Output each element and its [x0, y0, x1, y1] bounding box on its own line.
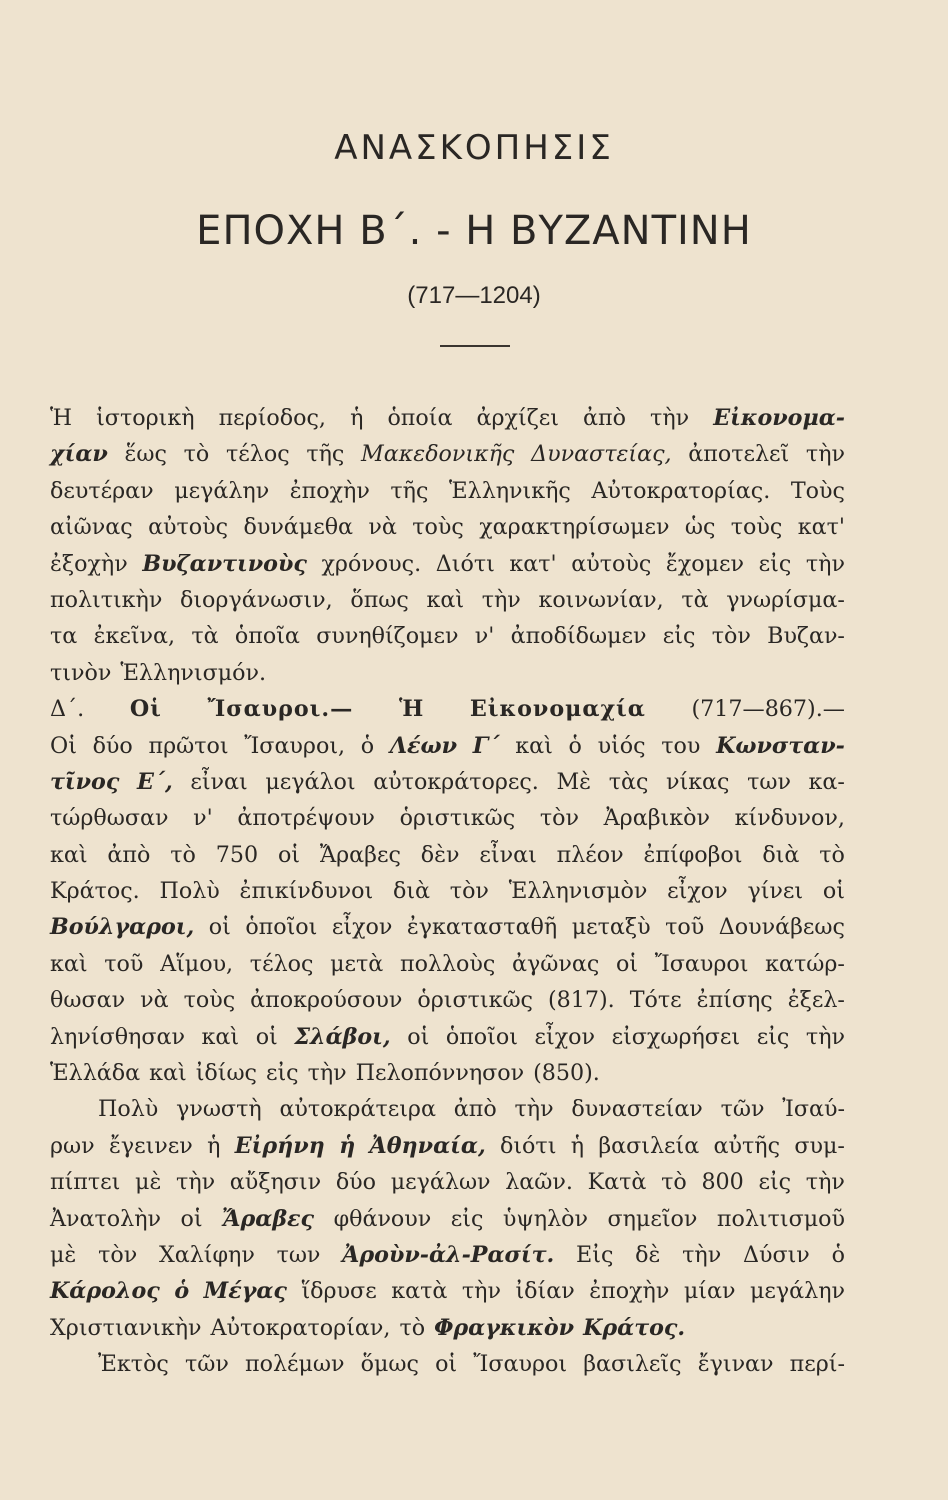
word: τῖνος — [50, 768, 120, 795]
text-line — [50, 1201, 845, 1237]
word: τῆς — [306, 441, 345, 468]
word: Εἰκονομα- — [713, 405, 845, 431]
word: εἶναι — [190, 768, 248, 795]
word: τὸ — [183, 441, 210, 468]
word: ὑψηλὸν — [502, 1205, 588, 1232]
word: Δύσιν — [742, 1241, 810, 1268]
word: εἶχον — [534, 1023, 595, 1050]
text-line — [50, 728, 845, 764]
word: κατὰ — [391, 1278, 448, 1305]
text-line — [50, 1128, 845, 1164]
word: ἐκεῖνα, — [93, 623, 176, 650]
word: ἔγεινεν — [108, 1132, 193, 1159]
word: εἰς — [756, 1023, 790, 1050]
word: ἰδίως — [195, 1060, 257, 1087]
word: Ἄραβες — [319, 841, 401, 868]
word: καὶ — [50, 841, 88, 868]
word: ὡς — [684, 514, 716, 541]
word: Μακεδονικῆς — [361, 441, 515, 468]
word: πολιτικὴν — [50, 586, 163, 613]
word: συνηθίζομεν — [316, 623, 459, 650]
word: τὸ — [170, 841, 196, 868]
chapter-dates: (717—1204) — [407, 282, 541, 309]
word: ἕως — [124, 441, 167, 468]
word: ἐξελ- — [787, 987, 845, 1014]
word: εἰς — [265, 1060, 299, 1087]
word: Γ΄ — [472, 732, 500, 759]
word: φθάνουν — [333, 1205, 432, 1232]
word: ἐπίσης — [696, 987, 773, 1014]
page-heading: ΑΝΑΣΚΟΠΗΣΙΣ — [334, 128, 614, 168]
word: αὐτῆς — [713, 1132, 780, 1159]
word: (817). — [547, 987, 615, 1014]
word: ἐγκατασταθῆ — [406, 914, 558, 941]
word: τὴν — [307, 1060, 347, 1087]
text-line — [50, 618, 845, 654]
text-line — [50, 1310, 845, 1346]
text-line — [50, 800, 845, 836]
word: κατώρ- — [765, 950, 845, 977]
word: τὴν — [805, 441, 845, 468]
word: Αὐτοκρατορίαν, — [210, 1314, 391, 1341]
word: ὁ — [831, 1241, 845, 1268]
word: πίπτει — [50, 1169, 121, 1196]
word: τὴν — [805, 550, 845, 577]
word: μεγάλην — [174, 477, 270, 504]
word: ὁ — [360, 732, 375, 759]
word: ἐπίφοβοι — [643, 841, 743, 868]
text-line — [50, 1273, 845, 1309]
word: μὲ — [50, 1241, 77, 1268]
word: εἰς — [758, 1169, 792, 1196]
word: Ἄραβες — [222, 1205, 315, 1232]
word: κα- — [808, 768, 845, 795]
word: (717—867).— — [691, 696, 845, 723]
word: οἱ — [277, 841, 300, 868]
word: πολιτισμοῦ — [716, 1205, 845, 1232]
word: αὐτοὺς — [571, 550, 652, 577]
word: νίκας — [666, 768, 730, 795]
word: δευτέραν — [50, 477, 154, 504]
word: καὶ — [149, 1060, 187, 1087]
text-line — [50, 909, 845, 945]
word: τὴν — [514, 1096, 554, 1123]
word: Ἴσαυροι — [473, 1351, 568, 1378]
word: ἡ — [207, 1132, 221, 1159]
chapter-title: ΕΠΟΧΗ Β΄. - Η ΒΥΖΑΝΤΙΝΗ — [196, 208, 752, 254]
text-line — [50, 1019, 845, 1055]
word: ὁ — [568, 732, 582, 759]
word: ὁποῖοι — [445, 1023, 518, 1050]
word: 800 — [701, 1169, 744, 1196]
word: ἀποτελεῖ — [688, 441, 790, 468]
text-line — [50, 1164, 845, 1200]
text-line — [50, 582, 845, 618]
word: χρόνους. — [321, 550, 422, 577]
word: Δ΄. — [50, 696, 85, 723]
word: ἡ — [570, 1132, 584, 1159]
word: Ἀθηναία, — [369, 1132, 486, 1159]
word: πολέμων — [245, 1351, 345, 1378]
word: (850). — [533, 1060, 600, 1087]
word: δὲν — [420, 841, 460, 868]
word: Ἴσαυροι.— — [207, 696, 354, 723]
word: Ἀραβικὸν — [603, 805, 710, 832]
word: τὴν — [461, 1278, 501, 1305]
word: ληνίσθησαν — [50, 1023, 185, 1050]
text-line — [50, 473, 845, 509]
text-line — [50, 546, 845, 582]
text-line — [50, 982, 845, 1018]
word: συμ- — [794, 1132, 845, 1159]
word: ὁ — [174, 1278, 190, 1305]
word: τὸ — [661, 1169, 687, 1196]
word: γνωστὴ — [176, 1096, 262, 1123]
word: ἔγιναν — [697, 1351, 774, 1378]
word: ἀποτρέψουν — [237, 805, 375, 832]
word: Μέγας — [203, 1278, 287, 1305]
word: των — [747, 768, 791, 795]
word: εἰς — [662, 623, 696, 650]
word: ἀπὸ — [583, 405, 626, 431]
word: Λέων — [389, 732, 458, 759]
word: ὁποῖοι — [245, 914, 318, 941]
word: καὶ — [201, 1023, 240, 1050]
word: ν' — [193, 805, 213, 832]
word: κίνδυνον, — [734, 805, 845, 832]
word: ρων — [50, 1132, 95, 1159]
word: γίνει — [747, 878, 804, 905]
word: αὐτοκράτορες. — [373, 768, 539, 795]
word: χαρακτηρίσωμεν — [479, 514, 670, 541]
word: τοὺς — [412, 514, 464, 541]
word: ἀπὸ — [107, 841, 151, 868]
word: Σλάβοι, — [294, 1023, 391, 1050]
word: τὰ — [681, 586, 709, 613]
word: τώρθωσαν — [50, 805, 169, 832]
word: Ἑλλάδα — [50, 1060, 141, 1087]
word: τὴν — [805, 1023, 845, 1050]
word: αὐτοκράτειρα — [279, 1096, 436, 1123]
word: οἱ — [255, 1023, 278, 1050]
word: Ἡ — [50, 405, 73, 431]
word: Βυζαν- — [767, 623, 845, 650]
word: Ἴσαυροι — [654, 950, 749, 977]
text-line — [50, 1091, 845, 1127]
word: μεταξὺ — [571, 914, 651, 941]
word: τέλος — [226, 441, 290, 468]
word: Ε΄, — [136, 768, 173, 795]
word: γνωρίσμα- — [726, 586, 845, 613]
word: Δυναστείας, — [531, 441, 672, 468]
word: βασιλεῖς — [583, 1351, 682, 1378]
word: Ἐκτὸς — [98, 1351, 169, 1378]
word: καὶ — [426, 586, 465, 613]
word: τὸν — [449, 878, 489, 905]
word: δυνάμεθα — [243, 514, 354, 541]
word: ἀγῶνας — [512, 950, 600, 977]
word: Κράτος. — [50, 878, 140, 905]
word: Τότε — [629, 987, 682, 1014]
word: οἱ — [208, 914, 231, 941]
word: δύο — [92, 732, 133, 759]
word: πολλοὺς — [399, 950, 496, 977]
word: Ἀνατολὴν — [50, 1205, 161, 1232]
word: Δουνάβεως — [718, 914, 845, 941]
word: Φραγκικὸν — [434, 1314, 575, 1341]
word: Εἰς — [576, 1241, 614, 1268]
word: Τοὺς — [790, 477, 845, 504]
word: ὁριστικῶς — [417, 987, 533, 1014]
word: οἱ — [822, 878, 845, 905]
word: ἀπὸ — [453, 1096, 497, 1123]
text-line — [50, 655, 845, 691]
word: Διότι — [435, 550, 495, 577]
word: τέλος — [249, 950, 314, 977]
word: Βούλγαροι, — [50, 914, 195, 941]
word: Κατὰ — [587, 1169, 647, 1196]
text-line — [50, 400, 845, 436]
word: λαῶν. — [505, 1169, 573, 1196]
word: κατ' — [509, 550, 557, 577]
word: δὲ — [635, 1241, 661, 1268]
word: εἶχον — [667, 878, 728, 905]
word: μεγάλοι — [265, 768, 356, 795]
text-line — [50, 1346, 845, 1382]
word: Κράτος. — [583, 1314, 686, 1341]
word: ἀποκρούσουν — [250, 987, 403, 1014]
word: 750 — [215, 841, 259, 868]
word: των — [276, 1241, 321, 1268]
word: Αἵμου, — [160, 950, 234, 977]
word: τοὺς — [730, 514, 783, 541]
word: εἶχον — [331, 914, 393, 941]
text-line — [50, 436, 845, 472]
word: τὴν — [176, 1169, 216, 1196]
word: κοινωνίαν, — [538, 586, 664, 613]
word: τὰς — [608, 768, 649, 795]
word: τὴν — [805, 1169, 845, 1196]
word: ἀποδίδωμεν — [510, 623, 647, 650]
word: Αὐτοκρατορίας. — [591, 477, 771, 504]
word: μεγάλων — [390, 1169, 491, 1196]
word: Ἑλληνικῆς — [448, 477, 571, 504]
word: τινὸν — [50, 659, 112, 686]
word: θωσαν — [50, 987, 126, 1014]
word: μίαν — [683, 1278, 736, 1305]
word: τὴν — [682, 1241, 722, 1268]
text-line — [50, 509, 845, 545]
word: Χαλίφην — [158, 1241, 255, 1268]
word: ἀρχίζει — [476, 405, 559, 431]
word: μετὰ — [330, 950, 384, 977]
text-line — [50, 873, 845, 909]
word: διότι — [500, 1132, 557, 1159]
word: διὰ — [762, 841, 800, 868]
word: τὴν — [650, 405, 690, 431]
word: ὁριστικῶς — [399, 805, 516, 832]
word: Χριστιανικὴν — [50, 1314, 202, 1341]
word: Ἑλληνισμὸν — [508, 878, 648, 905]
word: οἱ — [435, 1351, 458, 1378]
word: μὲ — [135, 1169, 162, 1196]
word: διὰ — [392, 878, 431, 905]
word: τῆς — [390, 477, 429, 504]
word: ἡ — [339, 1132, 356, 1159]
word: Πολὺ — [98, 1096, 159, 1123]
word: τοὺς — [183, 987, 236, 1014]
word: οἱ — [615, 950, 638, 977]
word: Ἡ — [398, 696, 425, 723]
word: ἐποχὴν — [589, 1278, 670, 1305]
text-line — [50, 946, 845, 982]
word: Πελοπόννησον — [355, 1060, 525, 1087]
word: καὶ — [515, 732, 553, 759]
word: αἰῶνας — [50, 514, 133, 541]
word: του — [661, 732, 701, 759]
word: τοῦ — [104, 950, 144, 977]
word: Μὲ — [556, 768, 592, 795]
text-line — [50, 1237, 845, 1273]
word: οἱ — [407, 1023, 430, 1050]
word: Πολὺ — [159, 878, 220, 905]
divider — [440, 345, 510, 347]
word: νὰ — [140, 987, 169, 1014]
word: τὸν — [539, 805, 579, 832]
word: τὸ — [819, 841, 845, 868]
word: Οἱ — [129, 696, 162, 723]
word: δύο — [335, 1169, 377, 1196]
word: ν' — [474, 623, 495, 650]
text-line — [50, 764, 845, 800]
word: εἶναι — [479, 841, 537, 868]
word: τὸ — [399, 1314, 426, 1341]
word: ἱστορικὴ — [96, 405, 195, 431]
word: Ἴσαυροι, — [244, 732, 346, 759]
word: ἡ — [350, 405, 364, 431]
word: νὰ — [368, 514, 397, 541]
word: εἰσχωρήσει — [611, 1023, 741, 1050]
word: ὅμως — [360, 1351, 419, 1378]
word: τὰ — [191, 623, 219, 650]
word: ὁποία — [387, 405, 453, 431]
word: Οἱ — [50, 732, 77, 759]
word: πλέον — [556, 841, 624, 868]
word: κατ' — [797, 514, 845, 541]
word: βασιλεία — [598, 1132, 700, 1159]
word: Ἀροὺν-ἀλ-Ρασίτ. — [342, 1241, 555, 1268]
word: ἐξοχὴν — [50, 550, 128, 577]
word: Βυζαντινοὺς — [142, 550, 307, 577]
word: ὅπως — [350, 586, 409, 613]
word: υἱός — [597, 732, 646, 759]
word: πρῶτοι — [148, 732, 229, 759]
word: Ἰσαύ- — [782, 1096, 845, 1123]
word: τῶν — [720, 1096, 765, 1123]
word: αὐτοὺς — [148, 514, 229, 541]
word: Κάρολος — [50, 1278, 160, 1305]
word: περί- — [789, 1351, 845, 1378]
word: αὔξησιν — [229, 1169, 322, 1196]
word: Κωνσταν- — [716, 732, 845, 759]
word: τὸν — [98, 1241, 138, 1268]
word: τοῦ — [665, 914, 705, 941]
word: ἵδρυσε — [301, 1278, 377, 1305]
text-line — [50, 691, 845, 727]
text-line — [50, 837, 845, 873]
word: Εἰρήνη — [234, 1132, 325, 1159]
word: διοργάνωσιν, — [180, 586, 333, 613]
word: εἰς — [450, 1205, 484, 1232]
word: χίαν — [50, 441, 108, 468]
word: καὶ — [50, 950, 88, 977]
word: περίοδος, — [218, 405, 326, 431]
word: ἰδίαν — [515, 1278, 575, 1305]
word: σημεῖον — [607, 1205, 698, 1232]
word: εἰς — [758, 550, 792, 577]
word: οἱ — [180, 1205, 203, 1232]
word: μεγάλην — [749, 1278, 845, 1305]
word: τα — [50, 623, 78, 650]
text-line — [50, 1055, 845, 1091]
body-text — [50, 400, 845, 1383]
word: ἐπικίνδυνοι — [239, 878, 374, 905]
word: ὁποῖα — [234, 623, 300, 650]
word: Ἑλληνισμόν. — [120, 659, 267, 686]
word: τὴν — [481, 586, 521, 613]
word: Εἰκονομαχία — [469, 696, 646, 723]
word: ἔχομεν — [665, 550, 745, 577]
word: τῶν — [185, 1351, 229, 1378]
word: ἐποχὴν — [289, 477, 370, 504]
word: δυναστείαν — [571, 1096, 703, 1123]
word: τὸν — [711, 623, 751, 650]
